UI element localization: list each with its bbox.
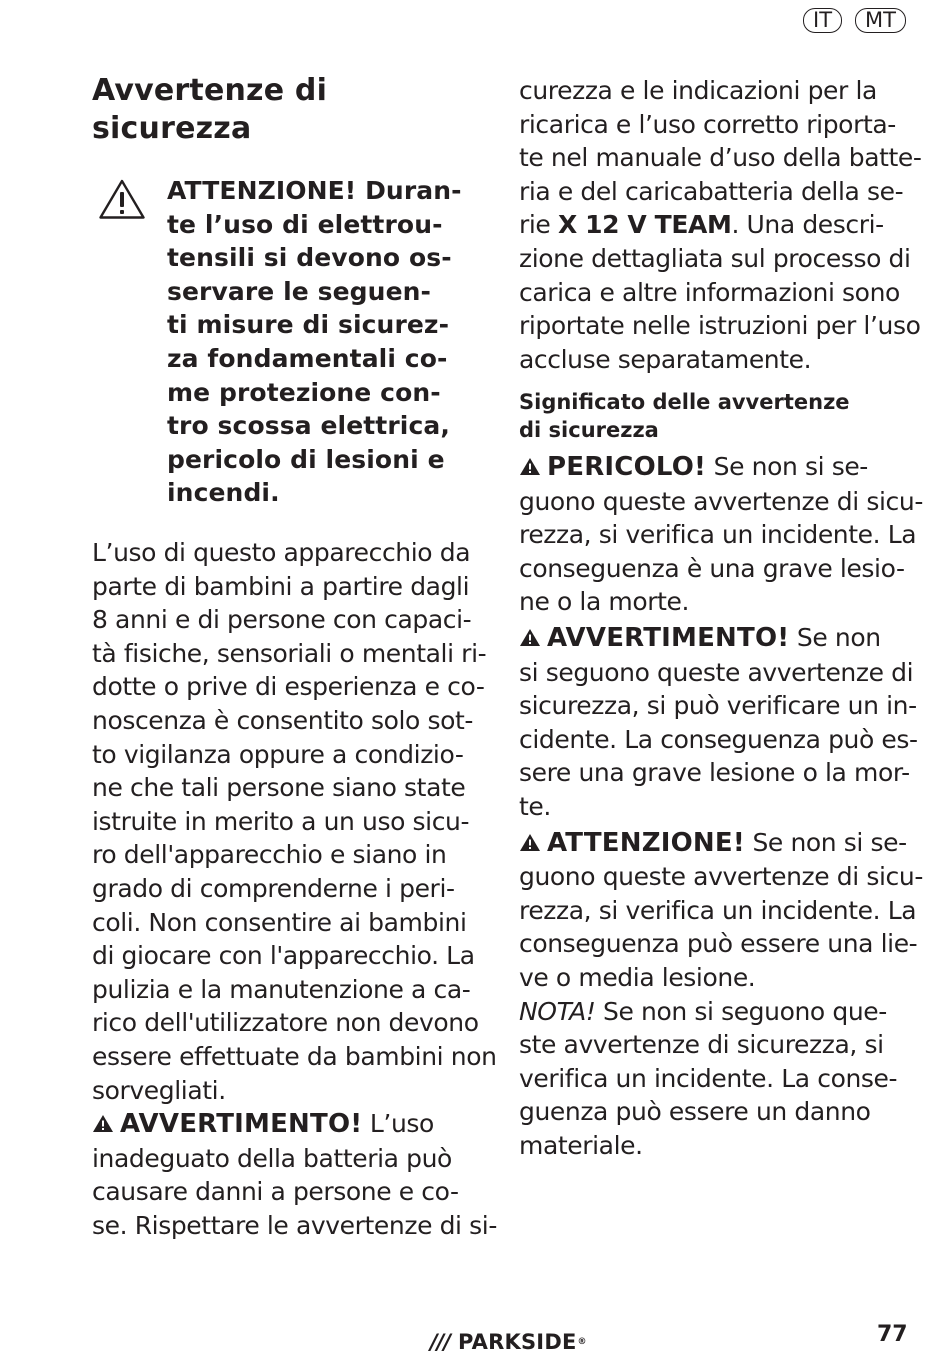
- main-warning-line: tensili si devono os-: [167, 243, 452, 273]
- main-warning-line: te l’uso di elettrou-: [167, 209, 443, 239]
- paragraph-line: accluse separatamente.: [519, 344, 812, 374]
- paragraph-line: L’uso di questo apparecchio da: [92, 538, 471, 567]
- battery-warning-signal-word: AVVERTIMENTO!: [120, 1109, 363, 1140]
- paragraph-line: noscenza è consentito solo sot-: [92, 705, 474, 735]
- main-warning-line: ti misure di sicurez-: [167, 310, 450, 340]
- paragraph-line: istruite in merito a un uso sicu-: [92, 806, 470, 836]
- paragraph-line: grado di comprenderne i peri-: [92, 873, 455, 903]
- heading-line: di sicurezza: [519, 418, 659, 442]
- signal-description-line: ne o la morte.: [519, 587, 690, 617]
- main-warning-line: pericolo di lesioni e: [167, 444, 445, 474]
- warning-triangle-outline-icon: [98, 178, 146, 220]
- series-name: X 12 V TEAM: [557, 210, 732, 240]
- signal-description-line: conseguenza può essere una lie-: [519, 929, 918, 959]
- main-warning-line: tro scossa elettrica,: [167, 411, 450, 441]
- main-warning-line: me protezione con-: [167, 377, 441, 407]
- paragraph-line: 8 anni e di persone con capaci-: [92, 605, 472, 635]
- left-paragraph: [92, 536, 497, 1242]
- signal-description-line: te.: [519, 791, 551, 821]
- paragraph-line: ricarica e l’uso corretto riporta-: [519, 109, 896, 139]
- paragraph-line: to vigilanza oppure a condizio-: [92, 739, 464, 769]
- nota-description-line: materiale.: [519, 1130, 643, 1160]
- registered-mark: ®: [577, 1337, 587, 1347]
- paragraph-line: inadeguato della batteria può: [92, 1143, 452, 1173]
- signal-description-line: rezza, si verifica un incidente. La: [519, 520, 917, 550]
- battery-warning-first-line: [92, 1107, 497, 1142]
- right-paragraph: [519, 74, 922, 376]
- signal-description: Se non si se-: [706, 452, 868, 481]
- heading-line: Significato delle avvertenze: [519, 390, 850, 414]
- signal-description-line: ve o media lesione.: [519, 962, 756, 992]
- signal-description-line: sere una grave lesione o la mor-: [519, 758, 910, 788]
- nota-description-line: ste avvertenze di sicurezza, si: [519, 1030, 884, 1060]
- paragraph-line: se. Rispettare le avvertenze di si-: [92, 1210, 497, 1240]
- paragraph-line: zione dettagliata sul processo di: [519, 243, 911, 273]
- series-prefix: rie: [519, 210, 558, 240]
- paragraph-line: ne che tali persone siano state: [92, 773, 466, 803]
- paragraph-line: te nel manuale d’uso della batte-: [519, 143, 922, 173]
- nota-description-line: guenza può essere un danno: [519, 1097, 871, 1127]
- brand-slashes: ///: [430, 1330, 451, 1354]
- signal-description-line: cidente. La conseguenza può es-: [519, 724, 918, 754]
- warning-triangle-filled-icon: [519, 833, 541, 852]
- paragraph-line: parte di bambini a partire dagli: [92, 571, 470, 601]
- signal-description-line: sicurezza, si può verificare un in-: [519, 691, 917, 721]
- paragraph-line: coli. Non consentire ai bambini: [92, 907, 467, 937]
- main-warning-line: za fondamentali co-: [167, 343, 448, 373]
- nota-description: Se non si seguono que-: [595, 996, 887, 1026]
- nota-word: NOTA!: [519, 996, 596, 1026]
- paragraph-line: dotte o prive di esperienza e co-: [92, 672, 485, 702]
- paragraph-line: sorvegliati.: [92, 1075, 226, 1105]
- paragraph-line: causare danni a persone e co-: [92, 1177, 459, 1207]
- signal-words-heading: [519, 388, 850, 444]
- signal-word: ATTENZIONE!: [547, 827, 745, 858]
- paragraph-line: carica e altre informazioni sono: [519, 277, 900, 307]
- title-line: Avvertenze di: [92, 73, 328, 108]
- warning-triangle-filled-icon: [92, 1114, 114, 1133]
- main-warning-line: servare le seguen-: [167, 276, 432, 306]
- paragraph-line: riportate nelle istruzioni per l’uso: [519, 311, 921, 341]
- signal-description-line: conseguenza è una grave lesio-: [519, 553, 905, 583]
- section-title: [92, 72, 327, 148]
- language-tag-it: IT: [803, 8, 842, 33]
- paragraph-line: pulizia e la manutenzione a ca-: [92, 974, 471, 1004]
- signal-word-list: [519, 450, 923, 1162]
- paragraph-line: essere effettuate da bambini non: [92, 1041, 497, 1071]
- main-warning-text: [167, 174, 462, 510]
- nota-description-line: verifica un incidente. La conse-: [519, 1063, 898, 1093]
- signal-word: AVVERTIMENTO!: [547, 622, 790, 653]
- battery-warning-text: L’uso: [362, 1109, 434, 1139]
- series-suffix: . Una descri-: [731, 210, 884, 240]
- warning-triangle-filled-icon: [519, 628, 541, 647]
- signal-level-first-line: [519, 450, 923, 485]
- signal-description-line: guono queste avvertenze di sicu-: [519, 862, 923, 892]
- signal-level-first-line: [519, 826, 923, 861]
- language-tag-mt: MT: [855, 8, 906, 33]
- signal-level-first-line: [519, 621, 923, 656]
- warning-triangle-filled-icon: [519, 457, 541, 476]
- paragraph-line: di giocare con l'apparecchio. La: [92, 941, 475, 971]
- signal-description: Se non si se-: [744, 827, 907, 857]
- signal-description-line: guono queste avvertenze di sicu-: [519, 486, 923, 516]
- main-warning-line: incendi.: [167, 478, 280, 508]
- page-number: 77: [877, 1322, 908, 1347]
- brand-name: PARKSIDE: [458, 1330, 577, 1354]
- signal-word: PERICOLO!: [547, 452, 707, 482]
- signal-description-line: rezza, si verifica un incidente. La: [519, 895, 917, 925]
- paragraph-line: rico dell'utilizzatore non devono: [92, 1008, 479, 1038]
- paragraph-line: curezza e le indicazioni per la: [519, 76, 877, 105]
- paragraph-line: tà fisiche, sensoriali o mentali ri-: [92, 638, 487, 668]
- paragraph-line: ria e del caricabatteria della se-: [519, 176, 904, 206]
- brand-logo: [430, 1330, 587, 1354]
- signal-description: Se non: [789, 622, 881, 652]
- title-line: sicurezza: [92, 111, 252, 146]
- main-warning-line: ATTENZIONE! Duran-: [167, 176, 462, 205]
- signal-description-line: si seguono queste avvertenze di: [519, 657, 914, 687]
- nota-first-line: [519, 995, 923, 1029]
- series-line: [519, 208, 922, 242]
- paragraph-line: ro dell'apparecchio e siano in: [92, 840, 447, 870]
